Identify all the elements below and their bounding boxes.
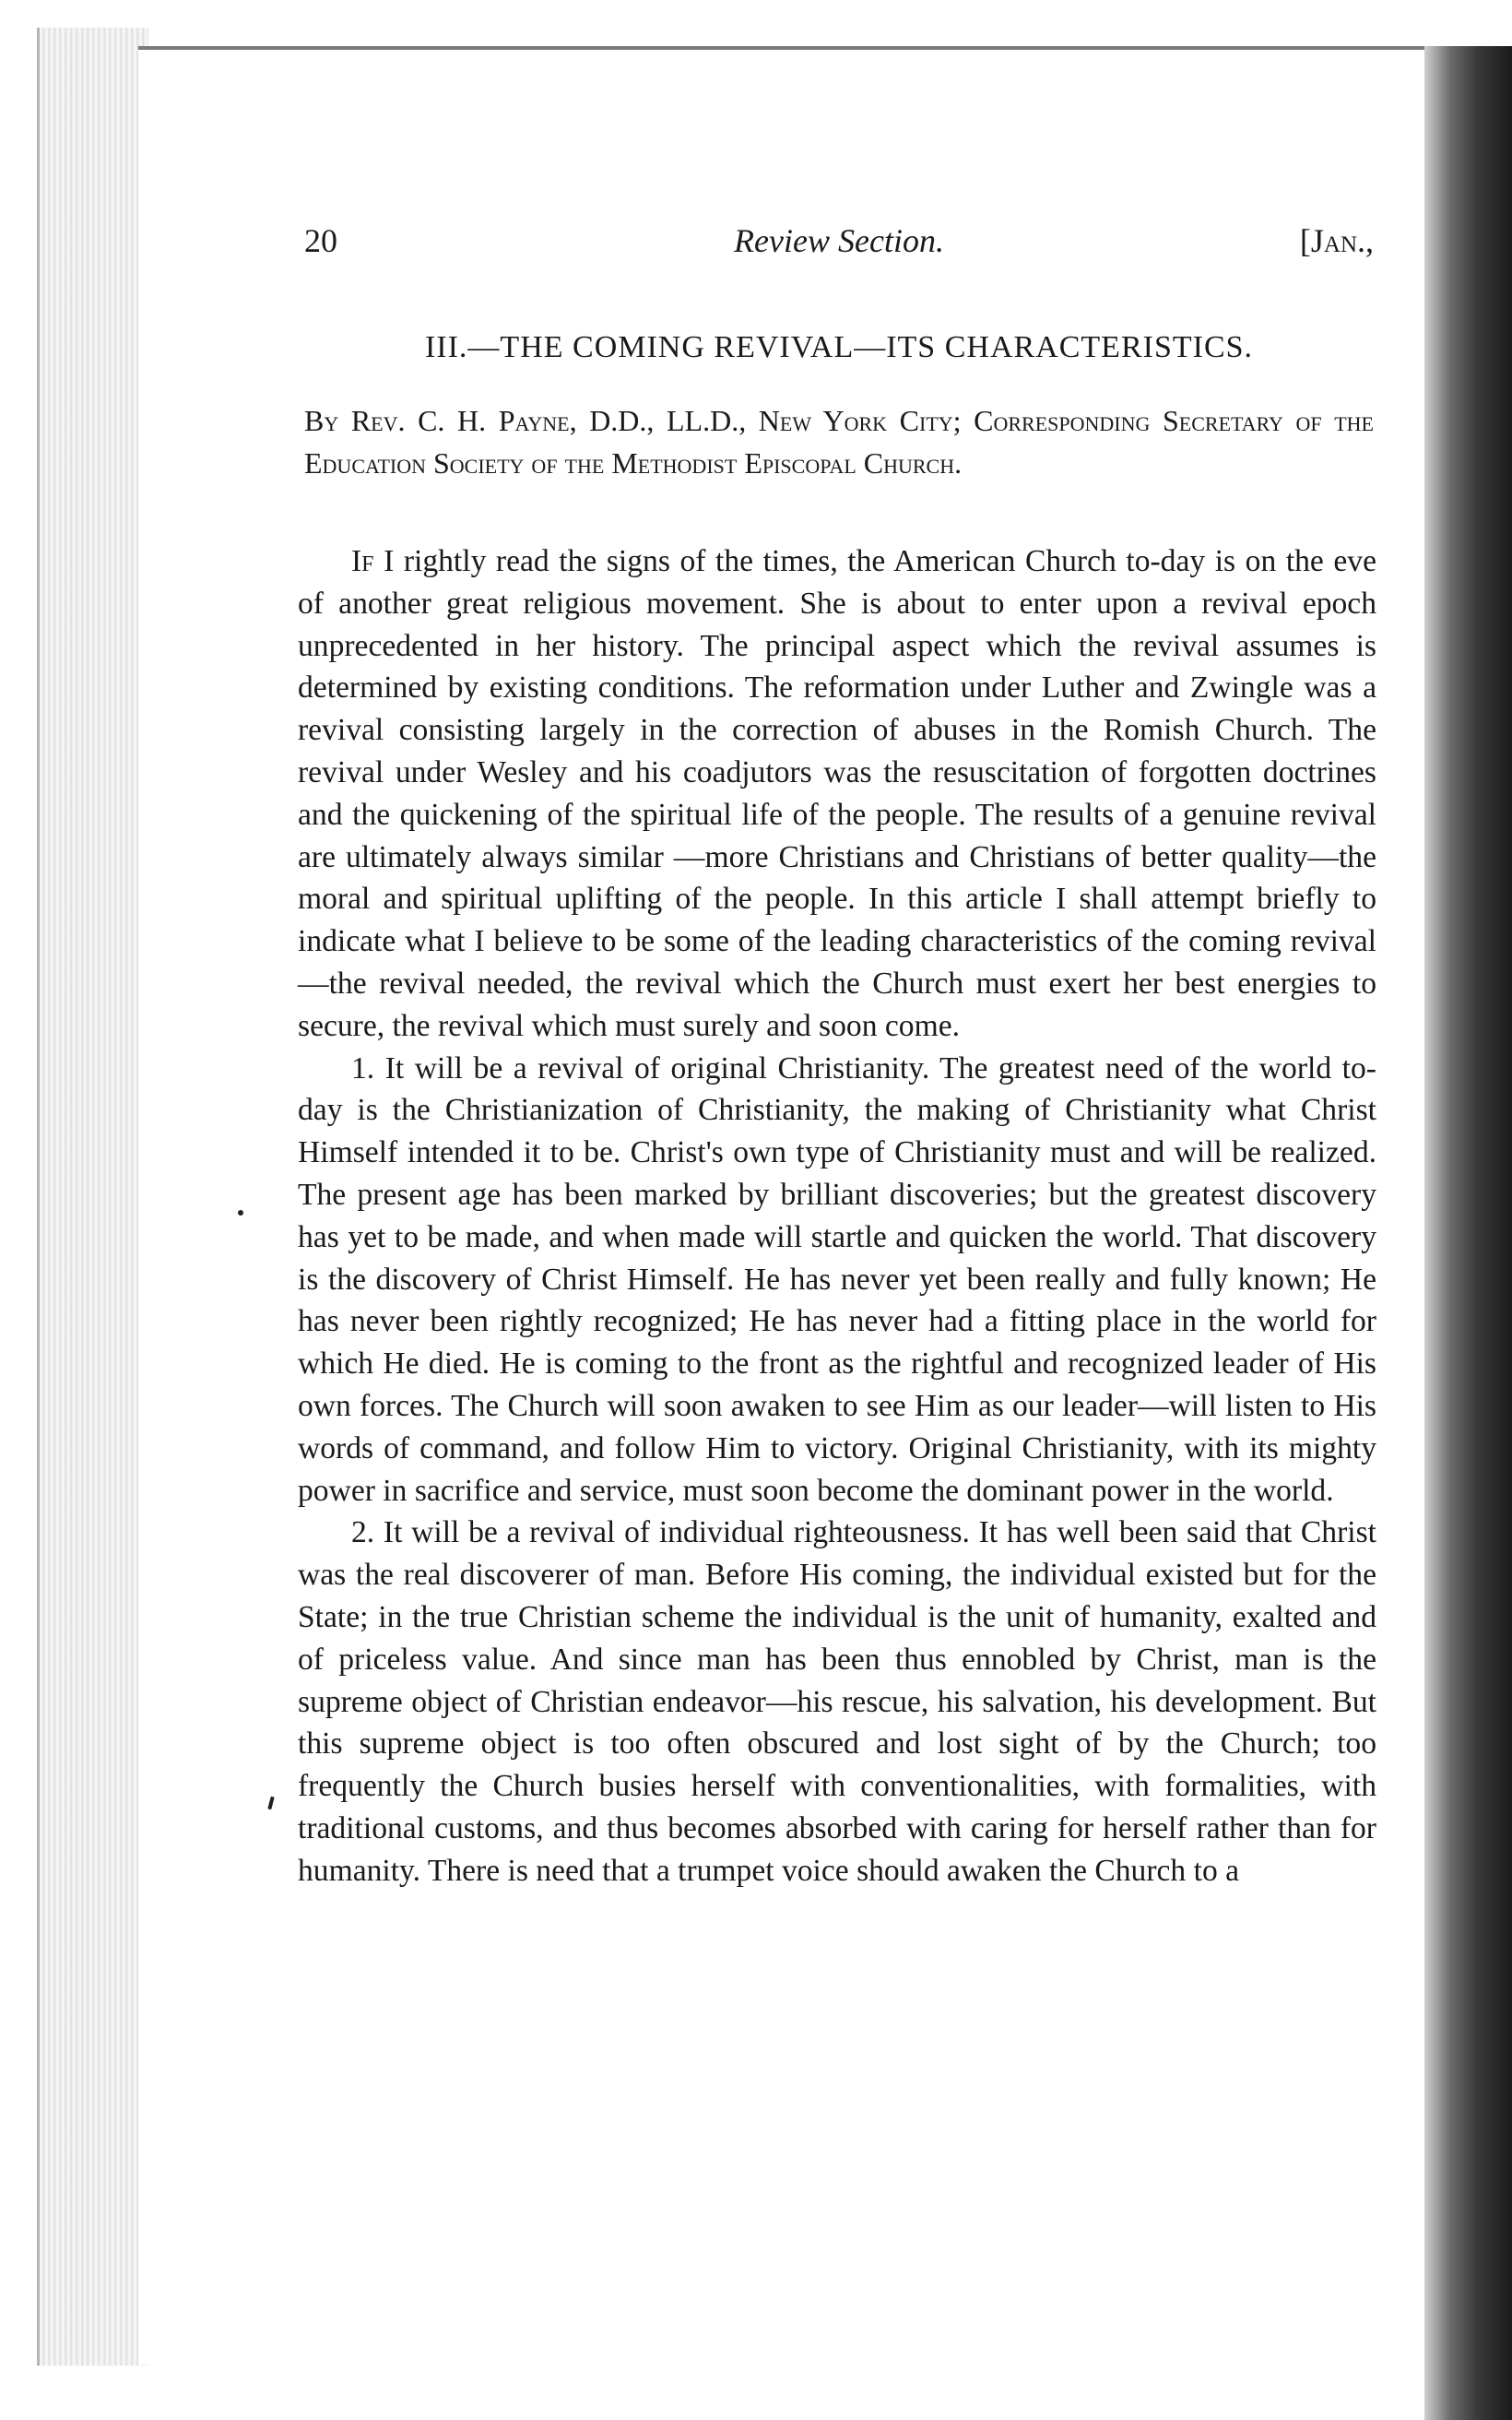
section-title: Review Section.: [734, 222, 944, 259]
intro-lead: If: [351, 544, 374, 578]
issue-month: [Jan.,: [1299, 222, 1374, 259]
intro-paragraph: [298, 540, 1376, 1048]
page-number: 20: [304, 222, 337, 259]
article-body: [298, 540, 1376, 1892]
scan-right-edge: [1424, 46, 1512, 2420]
margin-mark: [238, 1210, 243, 1216]
paragraph-1: 1. It will be a revival of original Christianity. The greatest need of the world to-day is the Christianization of Christianity, the making of Christianity what Christ Himself intended it to be. Christ's own type of Christianity must and will be realized. The present age has been marked by brilliant discoveries; but the greatest discovery has yet to be made, and when made will startle and quicken the world. That discovery is the discovery of Christ Himself. He has never yet been really and fully known; He has never been rightly recognized; He has never had a fitting place in the world for which He died. He is coming to the front as the rightful and recognized leader of His own forces. The Church will soon awaken to see Him as our leader—will listen to His words of command, and follow Him to victory. Original Christianity, with its mighty power in sacrifice and service, must soon become the dominant power in the world.: [298, 1050, 1376, 1508]
running-head: [304, 221, 1374, 267]
article-title: III.—THE COMING REVIVAL—ITS CHARACTERISTICS.: [424, 330, 1254, 364]
author-byline: [304, 399, 1374, 484]
intro-text: I rightly read the signs of the times, the American Church to-day is on the eve of another great religious movement. She is about to enter upon a revival epoch unprecedented in her history. The principal aspect which the revival assumes is determined by existing conditions. The reformation under Luther and Zwingle was a revival consisting largely in the correction of abuses in the Romish Church. The revival under Wesley and his coadjutors was the resuscitation of forgotten doctrines and the quickening of the spiritual life of the people. The results of a genuine revival are ultimately always similar —more Christians and Christians of better quality—the moral and spiritual uplifting of the people. In this article I shall attempt briefly to indicate what I believe to be some of the leading characteristics of the coming revival—the revival needed, the revival which the Church must exert her best energies to secure, the revival which must surely and soon come.: [298, 544, 1376, 1043]
paragraph-2: 2. It will be a revival of individual righteousness. It has well been said that Christ was the real discoverer of man. Before His coming, the individual existed but for the State; in the true Christian scheme the individual is the unit of humanity, exalted and of priceless value. And since man has been thus ennobled by Christ, man is the supreme object of Christian endeavor—his rescue, his salvation, his development. But this supreme object is too often obscured and lost sight of by the Church; too frequently the Church busies herself with conventionalities, with formalities, with traditional customs, and thus becomes absorbed with caring for herself rather than for humanity. There is need that a trumpet voice should awaken the Church to a: [298, 1515, 1376, 1888]
book-gutter: [37, 28, 148, 2366]
byline-text: By Rev. C. H. Payne, D.D., LL.D., New York City; Corresponding Secretary of the Education Society of the Methodist Episcopal Church.: [304, 404, 1374, 480]
